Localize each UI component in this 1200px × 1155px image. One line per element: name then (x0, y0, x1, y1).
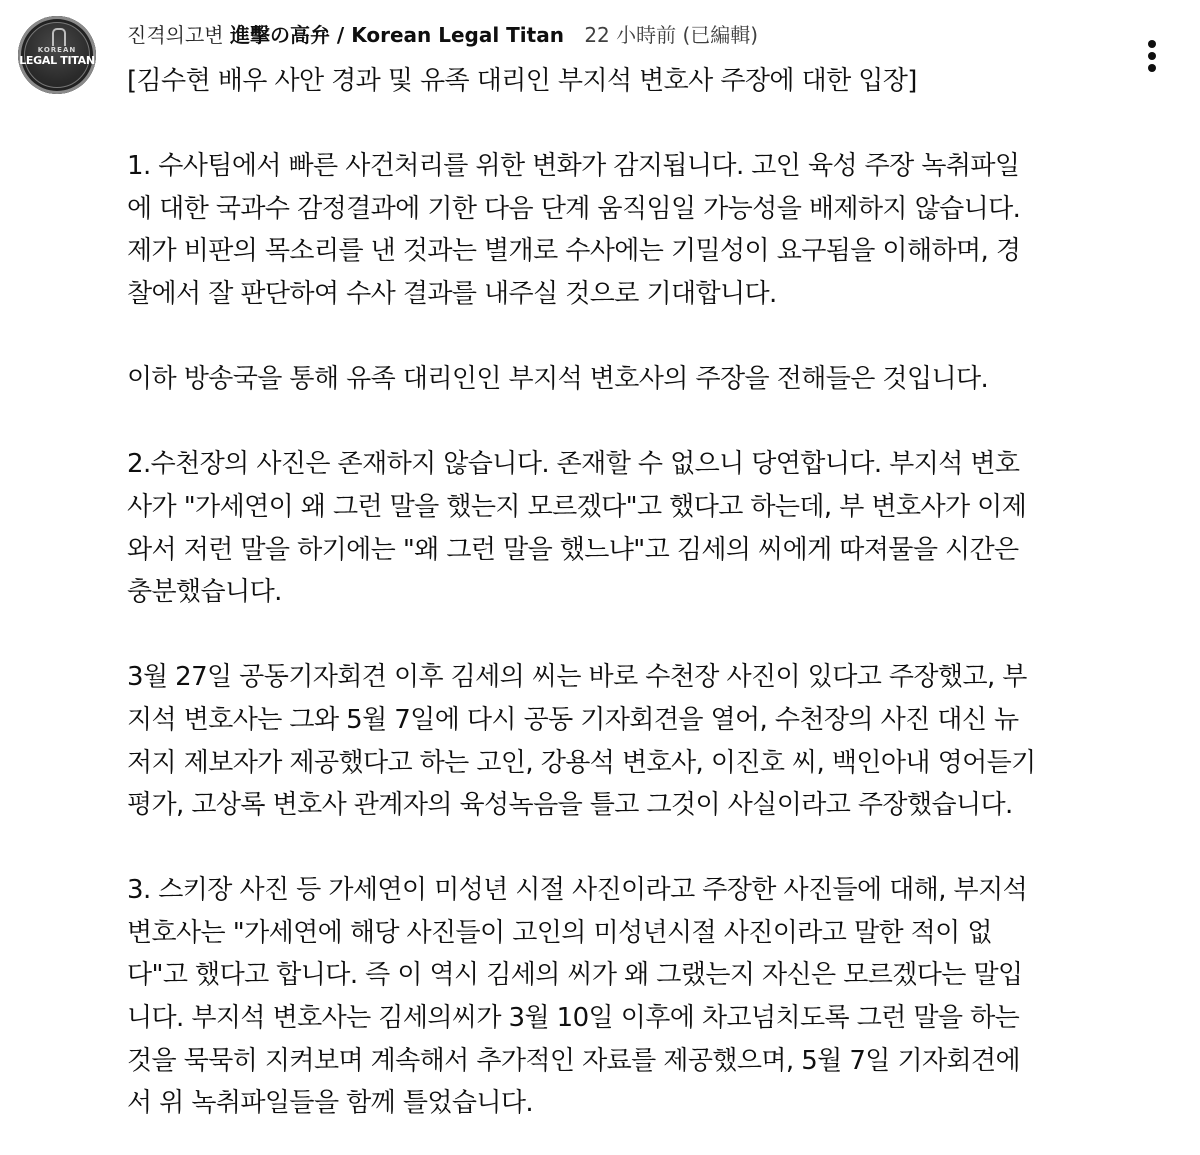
text-line: 2.수천장의 사진은 존재하지 않습니다. 존재할 수 없으니 당연합니다. 부지석 변호 (127, 449, 1020, 480)
text-line: 제가 비판의 목소리를 낸 것과는 별개로 수사에는 기밀성이 요구됨을 이해하며, 경 (127, 236, 1021, 267)
channel-avatar[interactable] (18, 16, 96, 94)
text-line: 것을 묵묵히 지켜보며 계속해서 추가적인 자료를 제공했으며, 5월 7일 기자회견에 (127, 1045, 1021, 1076)
avatar-emblem-icon (52, 28, 66, 46)
author-name[interactable]: 進擊の高弁 / Korean Legal Titan (229, 23, 564, 47)
paragraph-gap (127, 827, 1127, 870)
text-line: 다"고 했다고 합니다. 즉 이 역시 김세의 씨가 왜 그랬는지 자신은 모르겠다는 말입 (127, 960, 1023, 991)
text-line: 와서 저런 말을 하기에는 "왜 그런 말을 했느냐"고 김세의 씨에게 따져물을 시간은 (127, 534, 1019, 565)
paragraph-gap (127, 401, 1127, 444)
text-line: 1. 수사팀에서 빠른 사건처리를 위한 변화가 감지됩니다. 고인 육성 주장 녹취파일 (127, 151, 1020, 182)
comment-header (127, 20, 758, 50)
text-line: 충분했습니다. (127, 577, 282, 608)
paragraph (127, 869, 1127, 1125)
comment-title: [김수현 배우 사안 경과 및 유족 대리인 부지석 변호사 주장에 대한 입장] (127, 66, 917, 96)
paragraph (127, 145, 1127, 315)
more-vertical-icon (1148, 40, 1156, 48)
more-vertical-icon (1148, 64, 1156, 72)
text-line: 서 위 녹취파일들을 함께 틀었습니다. (127, 1088, 534, 1119)
more-vertical-icon (1148, 52, 1156, 60)
text-line: 사가 "가세연이 왜 그런 말을 했는지 모르겠다"고 했다고 하는데, 부 변호사가 이제 (127, 491, 1027, 522)
text-line: 3. 스키장 사진 등 가세연이 미성년 시절 사진이라고 주장한 사진들에 대해, 부지석 (127, 875, 1028, 906)
text-line: 3월 27일 공동기자회견 이후 김세의 씨는 바로 수천장 사진이 있다고 주장했고, 부 (127, 662, 1027, 693)
text-line: 찰에서 잘 판단하여 수사 결과를 내주실 것으로 기대합니다. (127, 278, 777, 309)
paragraph (127, 358, 1127, 401)
text-line: 이하 방송국을 통해 유족 대리인인 부지석 변호사의 주장을 전해들은 것입니다. (127, 364, 989, 395)
text-line: 평가, 고상록 변호사 관계자의 육성녹음을 틀고 그것이 사실이라고 주장했습니다. (127, 790, 1013, 821)
paragraph-gap (127, 316, 1127, 359)
avatar-main-text: LEGAL TITAN (19, 54, 95, 67)
text-line: 변호사는 "가세연에 해당 사진들이 고인의 미성년시절 사진이라고 말한 적이 없 (127, 917, 992, 948)
text-line: 지석 변호사는 그와 5월 7일에 다시 공동 기자회견을 열어, 수천장의 사진 대신 뉴 (127, 704, 1019, 735)
paragraph (127, 443, 1127, 613)
avatar-top-text: KOREAN (37, 46, 77, 54)
paragraph-gap (127, 614, 1127, 657)
text-line: 니다. 부지석 변호사는 김세의씨가 3월 10일 이후에 차고넘치도록 그런 말을 하는 (127, 1003, 1020, 1034)
paragraph (127, 656, 1127, 826)
text-line: 저지 제보자가 제공했다고 하는 고인, 강용석 변호사, 이진호 씨, 백인아내 영어듣기 (127, 747, 1036, 778)
more-options-button[interactable] (1136, 36, 1170, 76)
comment-body (127, 60, 1127, 1125)
paragraph-gap (127, 103, 1127, 146)
text-line: 에 대한 국과수 감정결과에 기한 다음 단계 움직임일 가능성을 배제하지 않습니다. (127, 193, 1021, 224)
author-handle[interactable]: 진격의고변 (127, 23, 224, 47)
comment-timestamp[interactable]: 22 小時前 (已編輯) (584, 23, 759, 47)
